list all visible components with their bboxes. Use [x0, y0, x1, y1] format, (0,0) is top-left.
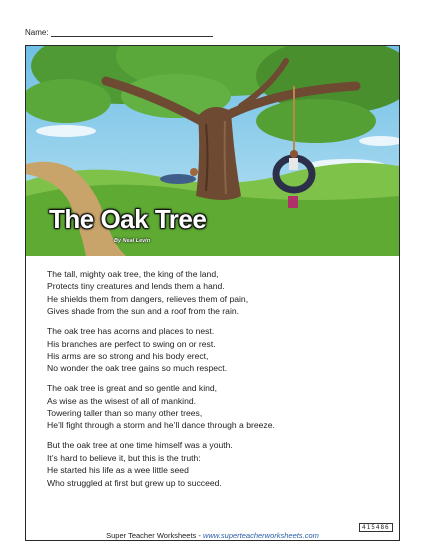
name-label: Name: [25, 28, 49, 37]
poem-stanza [47, 439, 387, 489]
story-byline: By Neal Levin [114, 238, 151, 244]
poem-line: His branches are perfect to swing on or rest. [47, 338, 216, 349]
poem-line: The oak tree has acorns and places to nest. [47, 326, 215, 337]
poem-line: His arms are so strong and his body erect, [47, 350, 209, 361]
story-title: The Oak Tree [49, 204, 207, 234]
poem-line: Who struggled at first but grew up to succeed. [47, 477, 222, 488]
footer [0, 531, 425, 540]
poem-line: No wonder the oak tree gains so much respect. [47, 363, 228, 374]
worksheet-code: 415486 [359, 523, 393, 532]
poem-line: But the oak tree at one time himself was a youth. [47, 440, 233, 451]
poem-line: He’ll fight through a storm and he’ll dance through a breeze. [47, 420, 275, 431]
poem-stanza [47, 268, 387, 318]
name-row [25, 27, 213, 37]
poem-line: The tall, mighty oak tree, the king of the land, [47, 269, 219, 279]
poem-stanza [47, 325, 387, 375]
poem-line: Gives shade from the sun and a roof from the rain. [47, 306, 240, 317]
footer-url-link[interactable]: www.superteacherworksheets.com [202, 531, 319, 540]
poem-line: It’s hard to believe it, but this is the truth: [47, 452, 201, 463]
poem-stanza [47, 382, 387, 432]
worksheet-frame [25, 45, 400, 541]
poem-line: Protects tiny creatures and lends them a hand. [47, 281, 225, 292]
poem-body [47, 268, 387, 497]
poem-line: He shields them from dangers, relieves them of pain, [47, 293, 249, 304]
footer-site-name: Super Teacher Worksheets - [106, 531, 203, 540]
name-field[interactable] [51, 27, 213, 37]
poem-line: Towering taller than so many other trees, [47, 408, 203, 419]
poem-line: As wise as the wisest of all of mankind. [47, 395, 197, 406]
poem-line: The oak tree is great and so gentle and kind, [47, 383, 218, 394]
poem-line: He started his life as a wee little seed [47, 465, 189, 476]
